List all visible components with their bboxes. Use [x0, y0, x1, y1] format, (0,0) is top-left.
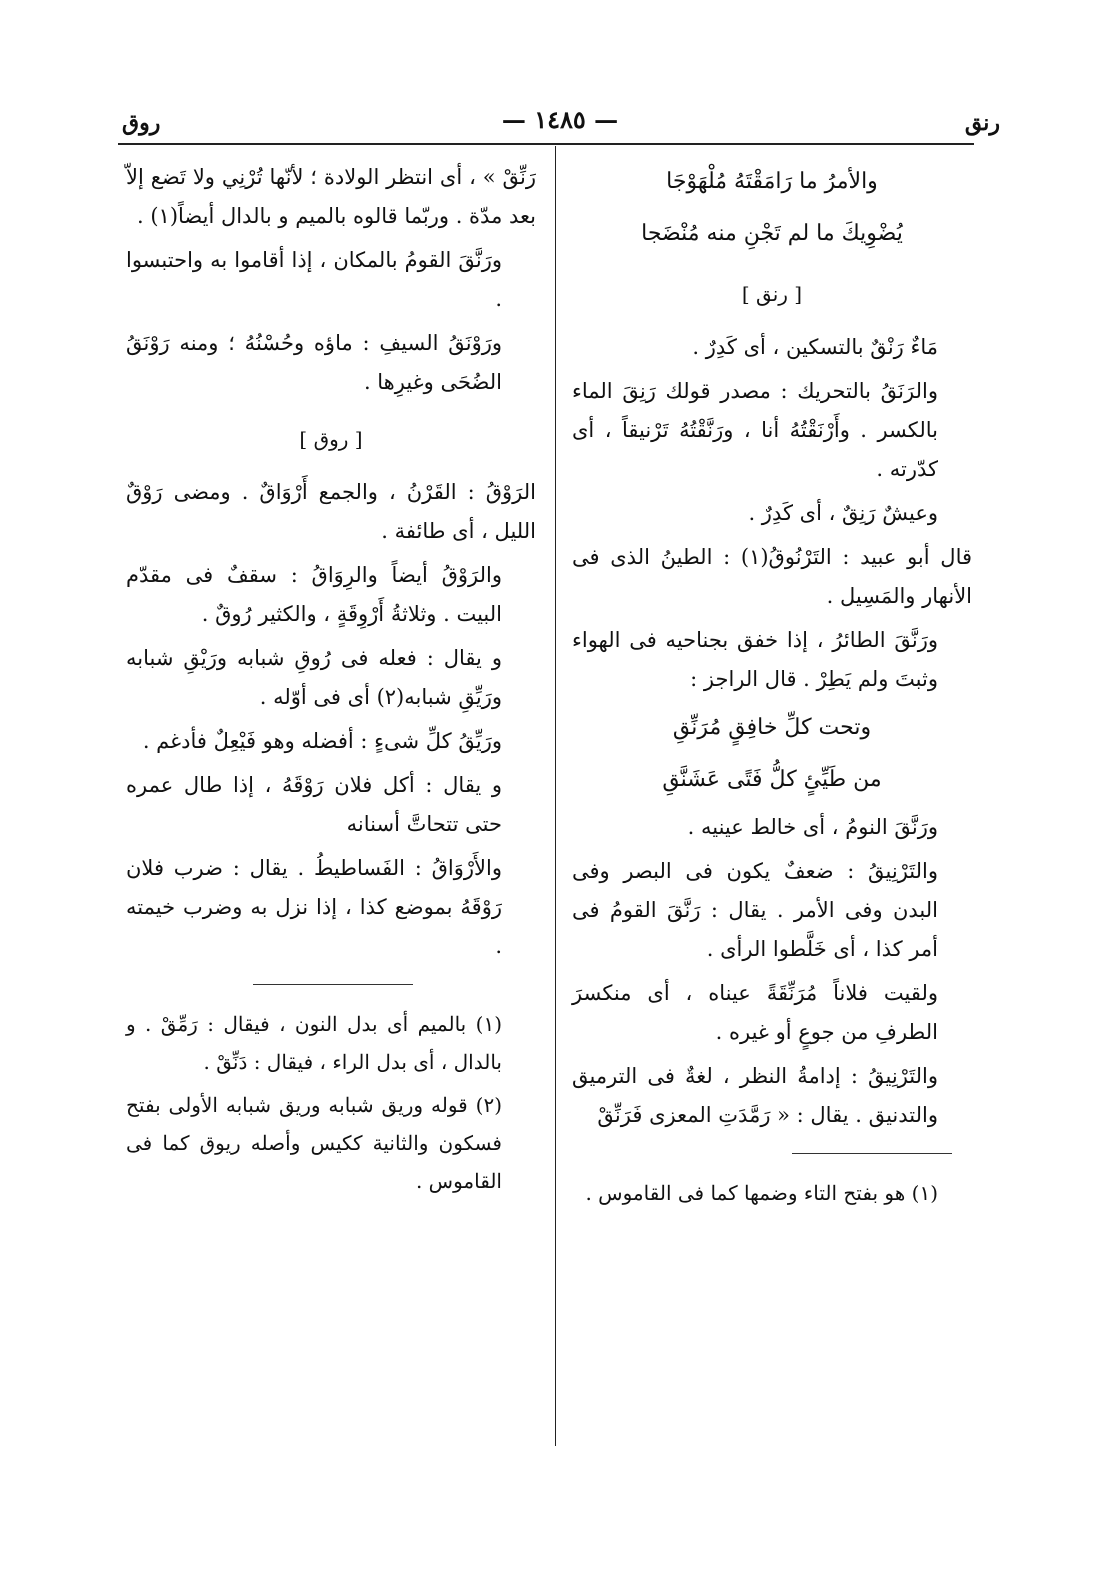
paragraph: وعيشٌ رَنِقٌ ، أى كَدِرٌ . — [748, 501, 938, 525]
paragraph: ورَنَّقَ القومُ بالمكان ، إذا أقاموا به واحتبسوا . — [126, 248, 502, 311]
footnote-rule — [792, 1153, 952, 1154]
verse-line: من طَيِّئٍ كلُّ فَتًى عَشَنَّقِ — [662, 767, 882, 792]
header-rule — [118, 143, 974, 145]
paragraph: والأَرْوَاقُ : الفَساطيطُ . يقال : ضرب فلان رَوْقَهُ بموضع كذا ، إذا نزل به وضرب خيمته . — [126, 856, 502, 958]
paragraph: و يقال : فعله فى رُوقِ شبابه ورَيْقِ شبابه ورَيِّقِ شبابه(٢) أى فى أوّله . — [126, 646, 502, 709]
footnote: (٢) قوله وريق شبابه وريق شبابه الأولى بفتح فسكون والثانية ككيس وأصله ريوق كما فى القاموس . — [126, 1093, 502, 1193]
paragraph: مَاءٌ رَنْقٌ بالتسكين ، أى كَدِرٌ . — [692, 335, 938, 359]
paragraph: ورَيِّقُ كلِّ شىءٍ : أفضله وهو فَيْعِلٌ فأدغم . — [142, 729, 502, 753]
paragraph: قال أبو عبيد : التَرْنُوقُ(١) : الطينُ الذى فى الأنهار والمَسِيل . — [572, 545, 972, 608]
paragraph: ورَوْنَقُ السيفِ : ماؤه وحُسْنُهُ ؛ ومنه رَوْنَقُ الضُحَى وغيرِها . — [126, 331, 502, 394]
paragraph: و يقال : أكل فلان رَوْقَهُ ، إذا طال عمره حتى تتحاتَّ أسنانه — [126, 773, 502, 836]
column-divider — [555, 146, 556, 1446]
paragraph: والتَرْنِيقُ : ضعفٌ يكون فى البصر وفى البدن وفى الأمر . يقال : رَنَّقَ القومُ فى أمر كذا ، أى خَلَّطوا الرأى . — [572, 859, 938, 961]
running-head-left: روق — [122, 110, 161, 136]
paragraph: والرَوْقُ أيضاً والرِوَاقُ : سقفٌ فى مقدّم البيت . وثلاثةُ أَرْوِقَةٍ ، والكثير رُوقٌ . — [126, 563, 502, 626]
footnote: (١) هو بفتح التاء وضمها كما فى القاموس . — [585, 1181, 938, 1205]
paragraph: والتَرْنِيقُ : إدامةُ النظر ، لغةٌ فى الترميق والتدنيق . يقال : « رَمَّدَتِ المعزى فَرَنِّقْ — [572, 1064, 938, 1127]
paragraph: ورَنَّقَ النومُ ، أى خالط عينيه . — [687, 815, 938, 839]
entry-heading: [ رنق ] — [741, 282, 803, 306]
verse-line: والأمرُ ما رَامَقْتَهُ مُلْهَوْجَا — [666, 169, 878, 194]
paragraph: ولقيت فلاناً مُرَنِّقَةً عيناه ، أى منكسرَ الطرفِ من جوعٍ أو غيره . — [572, 981, 938, 1044]
verse-line: وتحت كلِّ خافِقٍ مُرَنِّقِ — [672, 715, 872, 740]
footnote: (١) بالميم أى بدل النون ، فيقال : رَمِّقْ . و بالدال ، أى بدل الراء ، فيقال : دَنِّقْ . — [126, 1012, 502, 1074]
verse-line: يُضْوِيكَ ما لم تَجْنِ منه مُنْضَجا — [641, 221, 903, 246]
entry-heading: [ روق ] — [299, 427, 363, 451]
paragraph: رَنِّقْ » ، أى انتظر الولادة ؛ لأنّها تُرْنِي ولا تَضع إلاّ بعد مدّة . وربّما قالوه بالميم و بالدال أيضاً(١) . — [126, 165, 536, 228]
paragraph: الرَوْقُ : القَرْنُ ، والجمع أَرْوَاقٌ . ومضى رَوْقٌ الليل ، أى طائفة . — [126, 480, 536, 543]
page-number: — ١٤٨٥ — — [501, 105, 619, 134]
footnote-rule — [253, 984, 413, 985]
running-head-right: رنق — [964, 110, 1000, 136]
paragraph: ورَنَّقَ الطائرُ ، إذا خفق بجناحيه فى الهواء وثبتَ ولم يَطِرْ . قال الراجز : — [572, 628, 938, 691]
right-column — [572, 158, 972, 1217]
paragraph: والرَنَقُ بالتحريك : مصدر قولك رَنِقَ الماء بالكسر . وأَرْنَقْتُهُ أنا ، ورَنَّقْتُهُ تَرْنيقاً ، أى كدّرته . — [572, 379, 938, 481]
left-column — [126, 158, 536, 1205]
